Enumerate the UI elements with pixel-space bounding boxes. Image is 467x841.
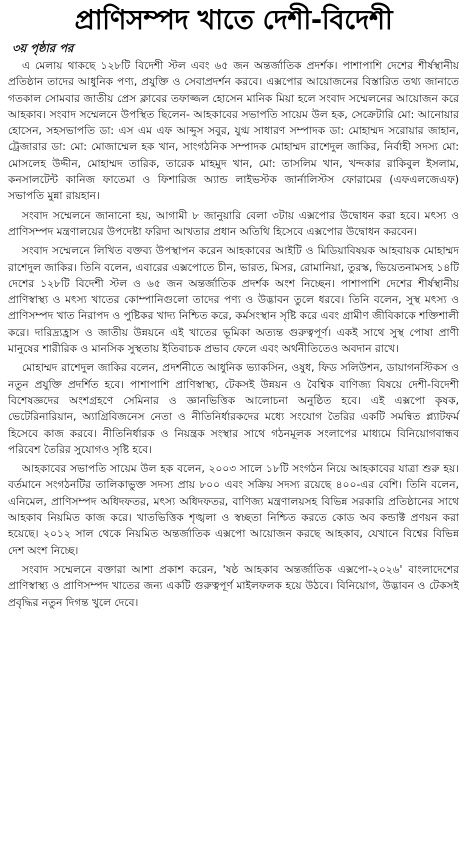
article-headline: প্রাণিসম্পদ খাতে দেশী-বিদেশী (74, 5, 393, 36)
article-paragraph: সংবাদ সম্মেলনে বক্তারা আশা প্রকাশ করেন, 'ষষ্ঠ আহকাব অন্তর্জাতিক এক্সপো-২০২৬' বাংলাদেশের প্রাণিস্বাস্থ্য ও প্রাণিসম্পদ খাতের জন্য একটি গুরুত্বপূর্ণ মাইলফলক হয়ে উঠবে। বিনিয়োগ, উদ্ভাবন ও টেকসই প্রবৃদ্ধির নতুন দিগন্ত খুলে দেবে। (8, 563, 459, 609)
article-paragraph: এ মেলায় থাকছে ১২৮টি বিদেশী স্টল এবং ৬৫ জন অন্তর্জাতিক প্রদর্শক। পাশাপাশি দেশের শীর্ষস্থানীয় প্রতিষ্ঠান তাদের আধুনিক পণ্য, প্রযুক্তি ও সেবাপ্রদর্শন করবে। এক্সপোর আয়োজনের বিস্তারিত তথ্য জানাতে গতকাল সোমবার জাতীয় প্রেস ক্লাবের তফাজ্জল হোসেন মানিক মিয়া হলে সংবাদ সম্মেলনের আয়োজন করে আহকাব। সংবাদ সম্মেলনে উপস্থিত ছিলেন- আহকাবের সভাপতি সায়েম উল হক, সেক্রেটারি মো: আনোয়ার হোসেন, সহসভাপতি ডা: এস এম এফ আব্দুস সবুর, যুগ্ম সাধারণ সম্পাদক ডা: মোহাম্মদ সরোয়ার জাহান, ট্রেজারার ডা: মো: মোজাম্মেল হক খান, সাংগঠনিক সম্পাদক মোহাম্মদ রাশেদুল জাকির, নির্বাহী সদস্য মো: মোসলেহ উদ্দীন, মোহাম্মদ তারিক, তারেক মাহমুদ খান, মো: তাসলিম খান, খন্দকার রাকিবুল ইসলাম, কনসালটেন্ট কানিজ ফাতেমা ও ফিশারিজ অ্যান্ড লাইভস্টক জার্নালিস্টস ফোরামের (এফএলজেএফ) সভাপতি মুন্না রায়হান। (8, 60, 459, 203)
article-body (8, 58, 459, 611)
article-paragraph: সংবাদ সম্মেলনে জানানো হয়, আগামী ৮ জানুয়ারি বেলা ৩টায় এক্সপোর উদ্বোধন করা হবে। মৎস্য ও প্রাণিসম্পদ মন্ত্রণালয়ের উপদেষ্টা ফরিদা আখতার প্রধান অতিথি হিসেবে এক্সপোর উদ্বোধন করবেন। (8, 209, 459, 238)
article-paragraph: সংবাদ সম্মেলনে লিখিত বক্তব্য উপস্থাপন করেন আহকাবের আইটি ও মিডিয়াবিষয়ক আহবায়ক মোহাম্মদ রাশেদুল জাকির। তিনি বলেন, এবারের এক্সপোতে চীন, ভারত, মিসর, রোমানিয়া, তুরস্ক, ভিয়েতনামসহ ১৪টি দেশের ১২৮টি বিদেশী স্টল ও ৬৫ জন অন্তর্জাতিক প্রদর্শক অংশ নিচ্ছেন। পাশাপাশি দেশের শীর্ষস্থানীয় প্রাণিস্বাস্থ্য ও মৎস্য খাতের কোম্পানিগুলো তাদের পণ্য ও উদ্ভাবন তুলে ধরবে। তিনি বলেন, সুস্থ মৎস্য ও প্রাণিসম্পদ খাত নিরাপদ ও পুষ্টিকর খাদ্য নিশ্চিত করে, কর্মসংস্থান সৃষ্টি করে এবং গ্রামীণ জীবিকাকে শক্তিশালী করে। দারিদ্র্যহ্রাস ও জাতীয় উন্নয়নে এই খাতের ভূমিকা অত্যন্ত গুরুত্বপূর্ণ। একই সাথে সুস্থ পোষা প্রাণী মানুষের শারীরিক ও মানসিক সুস্থতায় ইতিবাচক প্রভাব ফেলে এবং অর্থনীতিতেও অবদান রাখে। (8, 245, 459, 356)
continuation-note: ৩য় পৃষ্ঠার পর (12, 41, 74, 55)
article-paragraph: মোহাম্মদ রাশেদুল জাকির বলেন, প্রদর্শনীতে আধুনিক ভ্যাকসিন, ওষুধ, ফিড সলিউশন, ডায়াগনস্টিকস ও নতুন প্রযুক্তি প্রদর্শিত হবে। পাশাপাশি প্রাণিস্বাস্থ্য, টেকসই উন্নয়ন ও বৈশ্বিক বাণিজ্য বিষয়ে দেশী-বিদেশী বিশেষজ্ঞদের অংশগ্রহণে সেমিনার ও জ্ঞানভিত্তিক আলোচনা অনুষ্ঠিত হবে। এই এক্সপো কৃষক, ভেটেরিনারিয়ান, অ্যাগ্রিবিজনেস নেতা ও নীতিনির্ধারকদের মধ্যে সংযোগ তৈরির একটি সমন্বিত প্ল্যাটফর্ম হিসেবে কাজ করবে। নীতিনির্ধারক ও নিয়ন্ত্রক সংস্থার সাথে গঠনমূলক সংলাপের মাধ্যমে বিনিয়োগবান্ধব পরিবেশ তৈরির সুযোগও সৃষ্টি হবে। (8, 362, 459, 456)
article-paragraph: আহকাবের সভাপতি সায়েম উল হক বলেন, ২০০৩ সালে ১৮টি সংগঠন নিয়ে আহকাবের যাত্রা শুরু হয়। বর্তমানে সংগঠনটির তালিকাভুক্ত সদস্য প্রায় ৮০০ এবং সক্রিয় সদস্য রয়েছে ৪০০-এর বেশি। তিনি বলেন, এনিমেল, প্রাণিসম্পদ অধিদফতর, মৎস্য অধিদফতর, বাণিজ্য মন্ত্রণালয়সহ বিভিন্ন সরকারি প্রতিষ্ঠানের সাথে আহকাব নিয়মিত কাজ করে। খাতভিত্তিক শৃঙ্খলা ও স্বচ্ছতা নিশ্চিত করতে কোড অব কন্ডাক্ট প্রণয়ন করা হয়েছে। ২০১২ সাল থেকে নিয়মিত অন্তর্জাতিক এক্সপো আয়োজন করছে আহকাব, যেখানে বিশ্বের বিভিন্ন দেশ অংশ নিচ্ছে। (8, 463, 459, 557)
